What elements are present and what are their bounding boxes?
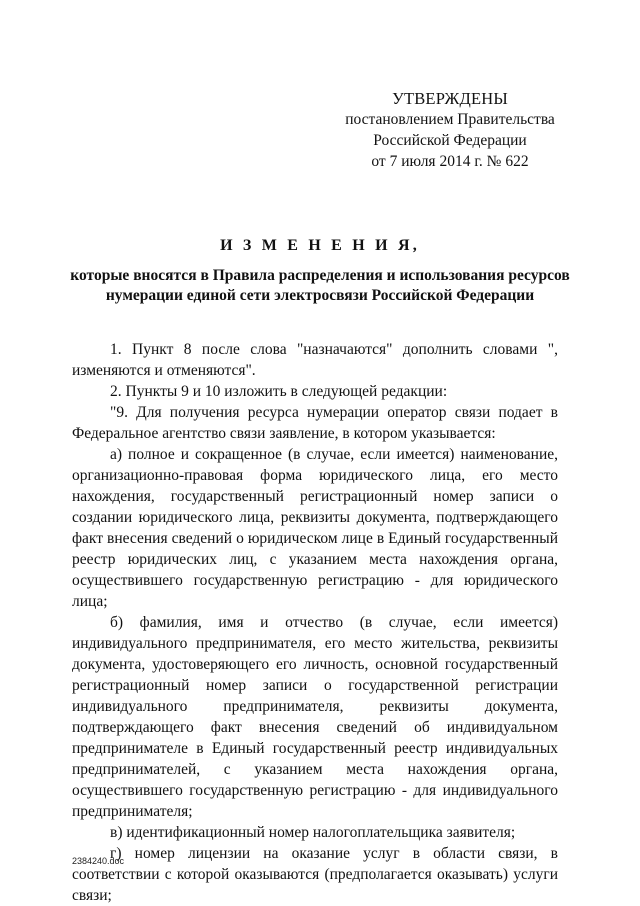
document-title: И З М Е Н Е Н И Я,: [220, 237, 420, 254]
paragraph-v: в) идентификационный номер налогоплательщика заявителя;: [110, 824, 516, 841]
paragraph-2: 2. Пункты 9 и 10 изложить в следующей редакции:: [110, 383, 448, 400]
approval-line-3: от 7 июля 2014 г. № 622: [371, 153, 529, 170]
paragraph-1: 1. Пункт 8 после слова "назначаются" дополнить словами ", изменяются и отменяются".: [72, 341, 558, 379]
approval-line-1: постановлением Правительства: [345, 111, 555, 128]
approval-title: УТВЕРЖДЕНЫ: [392, 89, 508, 108]
paragraph-a: а) полное и сокращенное (в случае, если имеется) наименование, организационно-правовая форма юридического лица, его место нахождения, государственный регистрационный номер записи о создании юридического лица, реквизиты документа, подтверждающего факт внесения сведений о юридическом лице в Единый государственный реестр юридических лиц, с указанием места нахождения органа, осуществившего государственную регистрацию - для юридического лица;: [72, 446, 558, 610]
document-body: [72, 339, 558, 906]
document-file-code: 2384240.doc: [72, 856, 125, 866]
approval-stamp: [340, 88, 560, 172]
approval-line-2: Российской Федерации: [373, 132, 527, 149]
paragraph-3: "9. Для получения ресурса нумерации оператор связи подает в Федеральное агентство связи заявление, в котором указывается:: [72, 404, 558, 442]
paragraph-g: г) номер лицензии на оказание услуг в области связи, в соответствии с которой оказываются (предполагается оказывать) услуги связи;: [72, 845, 558, 904]
document-subtitle: которые вносятся в Правила распределения и использования ресурсов нумерации единой сети электросвязи Российской Федерации: [70, 267, 570, 304]
paragraph-b: б) фамилия, имя и отчество (в случае, если имеется) индивидуального предпринимателя, его место жительства, реквизиты документа, удостоверяющего его личность, основной государственный регистрационный номер записи о государственной регистрации индивидуального предпринимателя, реквизиты документа, подтверждающего факт внесения сведений об индивидуальном предпринимателе в Единый государственный реестр индивидуальных предпринимателей, с указанием места нахождения органа, осуществившего государственную регистрацию - для индивидуального предпринимателя;: [72, 614, 558, 820]
document-heading: [40, 237, 600, 306]
